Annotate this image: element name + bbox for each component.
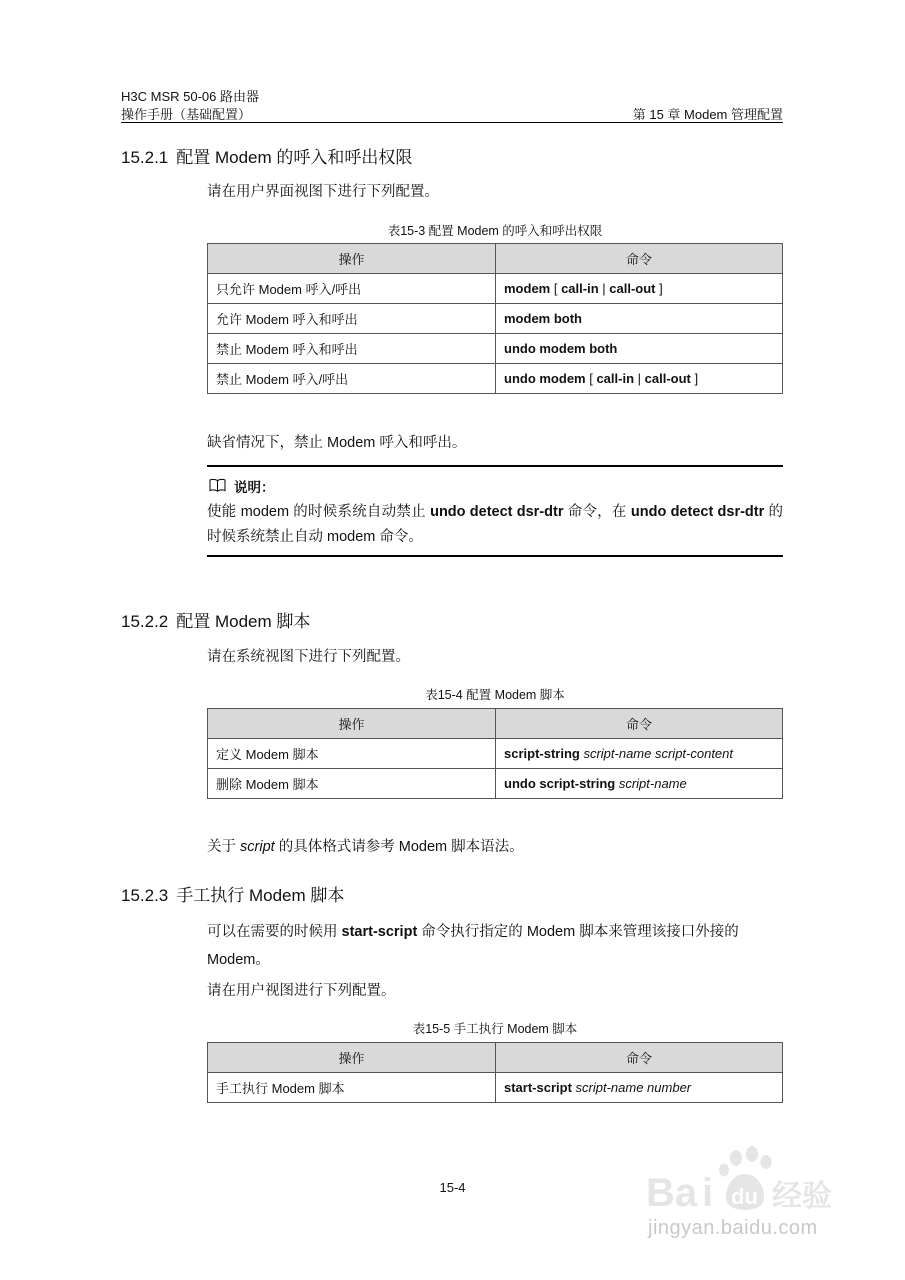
- default-statement: 缺省情况下，禁止 Modem 呼入和呼出。: [207, 435, 467, 451]
- command-bracket: [: [585, 371, 597, 386]
- watermark-url: jingyan.baidu.com: [648, 1217, 818, 1239]
- header-rule: [121, 122, 783, 123]
- command-cell: [496, 769, 783, 799]
- note-text: [207, 500, 783, 550]
- column-header-command: 命令: [496, 709, 783, 739]
- command-cell: [496, 274, 783, 304]
- text-part: 可以在需要的时候用: [207, 924, 342, 940]
- table-row: [208, 364, 783, 394]
- svg-text:i: i: [702, 1171, 714, 1215]
- section-intro: 请在用户界面视图下进行下列配置。: [207, 184, 439, 200]
- command-keyword: script-string: [504, 746, 580, 761]
- table-header-row: [208, 1043, 783, 1073]
- operation-cell: 删除 Modem 脚本: [208, 769, 496, 799]
- section-number: 15.2.2: [121, 612, 169, 631]
- table-caption: 表15-3 配置 Modem 的呼入和呼出权限: [387, 224, 603, 238]
- command-keyword: call-in: [596, 371, 635, 386]
- table-15-3: [207, 243, 783, 394]
- command-argument: script-name: [615, 776, 687, 791]
- column-header-operation: 操作: [208, 1043, 496, 1073]
- column-header-operation: 操作: [208, 244, 496, 274]
- table-row: [208, 769, 783, 799]
- note-text-part: 使能 modem 的时候系统自动禁止: [207, 504, 431, 520]
- column-header-operation: 操作: [208, 709, 496, 739]
- command-keyword: undo script-string: [504, 776, 616, 791]
- section-intro: 请在系统视图下进行下列配置。: [207, 649, 410, 665]
- command-argument: script-name script-content: [579, 746, 734, 761]
- command-separator: |: [634, 371, 645, 386]
- header-product: H3C MSR 50-06 路由器: [121, 89, 259, 104]
- operation-cell: 禁止 Modem 呼入/呼出: [208, 364, 496, 394]
- operation-cell: 手工执行 Modem 脚本: [208, 1073, 496, 1103]
- operation-cell: 只允许 Modem 呼入/呼出: [208, 274, 496, 304]
- command-keyword: modem both: [504, 311, 582, 326]
- intro-line: Modem。: [207, 952, 270, 968]
- operation-cell: 禁止 Modem 呼入和呼出: [208, 334, 496, 364]
- svg-text:Ba: Ba: [646, 1171, 698, 1215]
- command-keyword: modem: [504, 281, 551, 296]
- table-15-4: [207, 708, 783, 799]
- note-top-rule: [207, 465, 783, 467]
- operation-cell: 定义 Modem 脚本: [208, 739, 496, 769]
- text-part: 的具体格式请参考 Modem 脚本语法。: [274, 839, 524, 855]
- table-row: [208, 1073, 783, 1103]
- table-row: [208, 334, 783, 364]
- command-keyword: undo modem both: [504, 341, 618, 356]
- section-title: 配置 Modem 脚本: [176, 612, 311, 631]
- table-caption: 表15-4 配置 Modem 脚本: [425, 688, 565, 702]
- intro-line: [207, 918, 783, 946]
- command-keyword: call-in: [561, 281, 599, 296]
- text-part: 命令执行指定的 Modem 脚本来管理该接口外接的: [417, 924, 739, 940]
- table-15-5: [207, 1042, 783, 1103]
- column-header-command: 命令: [496, 244, 783, 274]
- operation-cell: 允许 Modem 呼入和呼出: [208, 304, 496, 334]
- section-title: 手工执行 Modem 脚本: [176, 886, 345, 905]
- section-heading-15-2-2: [121, 607, 310, 632]
- header-manual: 操作手册（基础配置）: [121, 107, 252, 122]
- text-italic: script: [240, 839, 275, 855]
- note-text-part: 命令，在: [563, 504, 631, 520]
- book-icon: [209, 478, 226, 495]
- section-heading-15-2-1: [121, 143, 412, 168]
- command-cell: [496, 739, 783, 769]
- table-row: [208, 739, 783, 769]
- svg-text:经验: 经验: [772, 1179, 832, 1214]
- table-row: [208, 274, 783, 304]
- script-reference-text: [207, 833, 524, 861]
- command-keyword: start-script: [341, 924, 418, 940]
- command-keyword: start-script: [504, 1080, 572, 1095]
- command-cell: [496, 334, 783, 364]
- command-keyword: call-out: [609, 281, 656, 296]
- table-header-row: [208, 244, 783, 274]
- command-cell: [496, 1073, 783, 1103]
- note-bottom-rule: [207, 555, 783, 557]
- column-header-command: 命令: [496, 1043, 783, 1073]
- section-number: 15.2.3: [121, 886, 169, 905]
- command-bracket: [: [550, 281, 562, 296]
- table-row: [208, 304, 783, 334]
- command-bracket: ]: [655, 281, 663, 296]
- section-number: 15.2.1: [121, 148, 169, 167]
- table-header-row: [208, 709, 783, 739]
- section-heading-15-2-3: [121, 881, 344, 906]
- section-title: 配置 Modem 的呼入和呼出权限: [176, 148, 413, 167]
- note-command: undo detect dsr-dtr: [630, 504, 765, 520]
- text-part: 关于: [207, 839, 241, 855]
- command-keyword: call-out: [644, 371, 691, 386]
- command-argument: script-name number: [571, 1080, 692, 1095]
- note-command: undo detect dsr-dtr: [430, 504, 564, 520]
- svg-text:du: du: [731, 1184, 758, 1209]
- section-intro: [207, 918, 783, 974]
- note-label: 说明：: [234, 480, 275, 495]
- command-cell: [496, 304, 783, 334]
- page-number: 15-4: [439, 1180, 466, 1195]
- command-bracket: ]: [690, 371, 699, 386]
- note-text-part: 的时候系统禁止自动 modem 命令。: [207, 504, 784, 545]
- note-header: [209, 476, 275, 496]
- header-chapter: 第 15 章 Modem 管理配置: [632, 107, 783, 122]
- section-intro-2: 请在用户视图进行下列配置。: [207, 983, 396, 999]
- command-cell: [496, 364, 783, 394]
- table-caption: 表15-5 手工执行 Modem 脚本: [412, 1022, 578, 1036]
- command-separator: |: [598, 281, 610, 296]
- command-keyword: undo modem: [504, 371, 586, 386]
